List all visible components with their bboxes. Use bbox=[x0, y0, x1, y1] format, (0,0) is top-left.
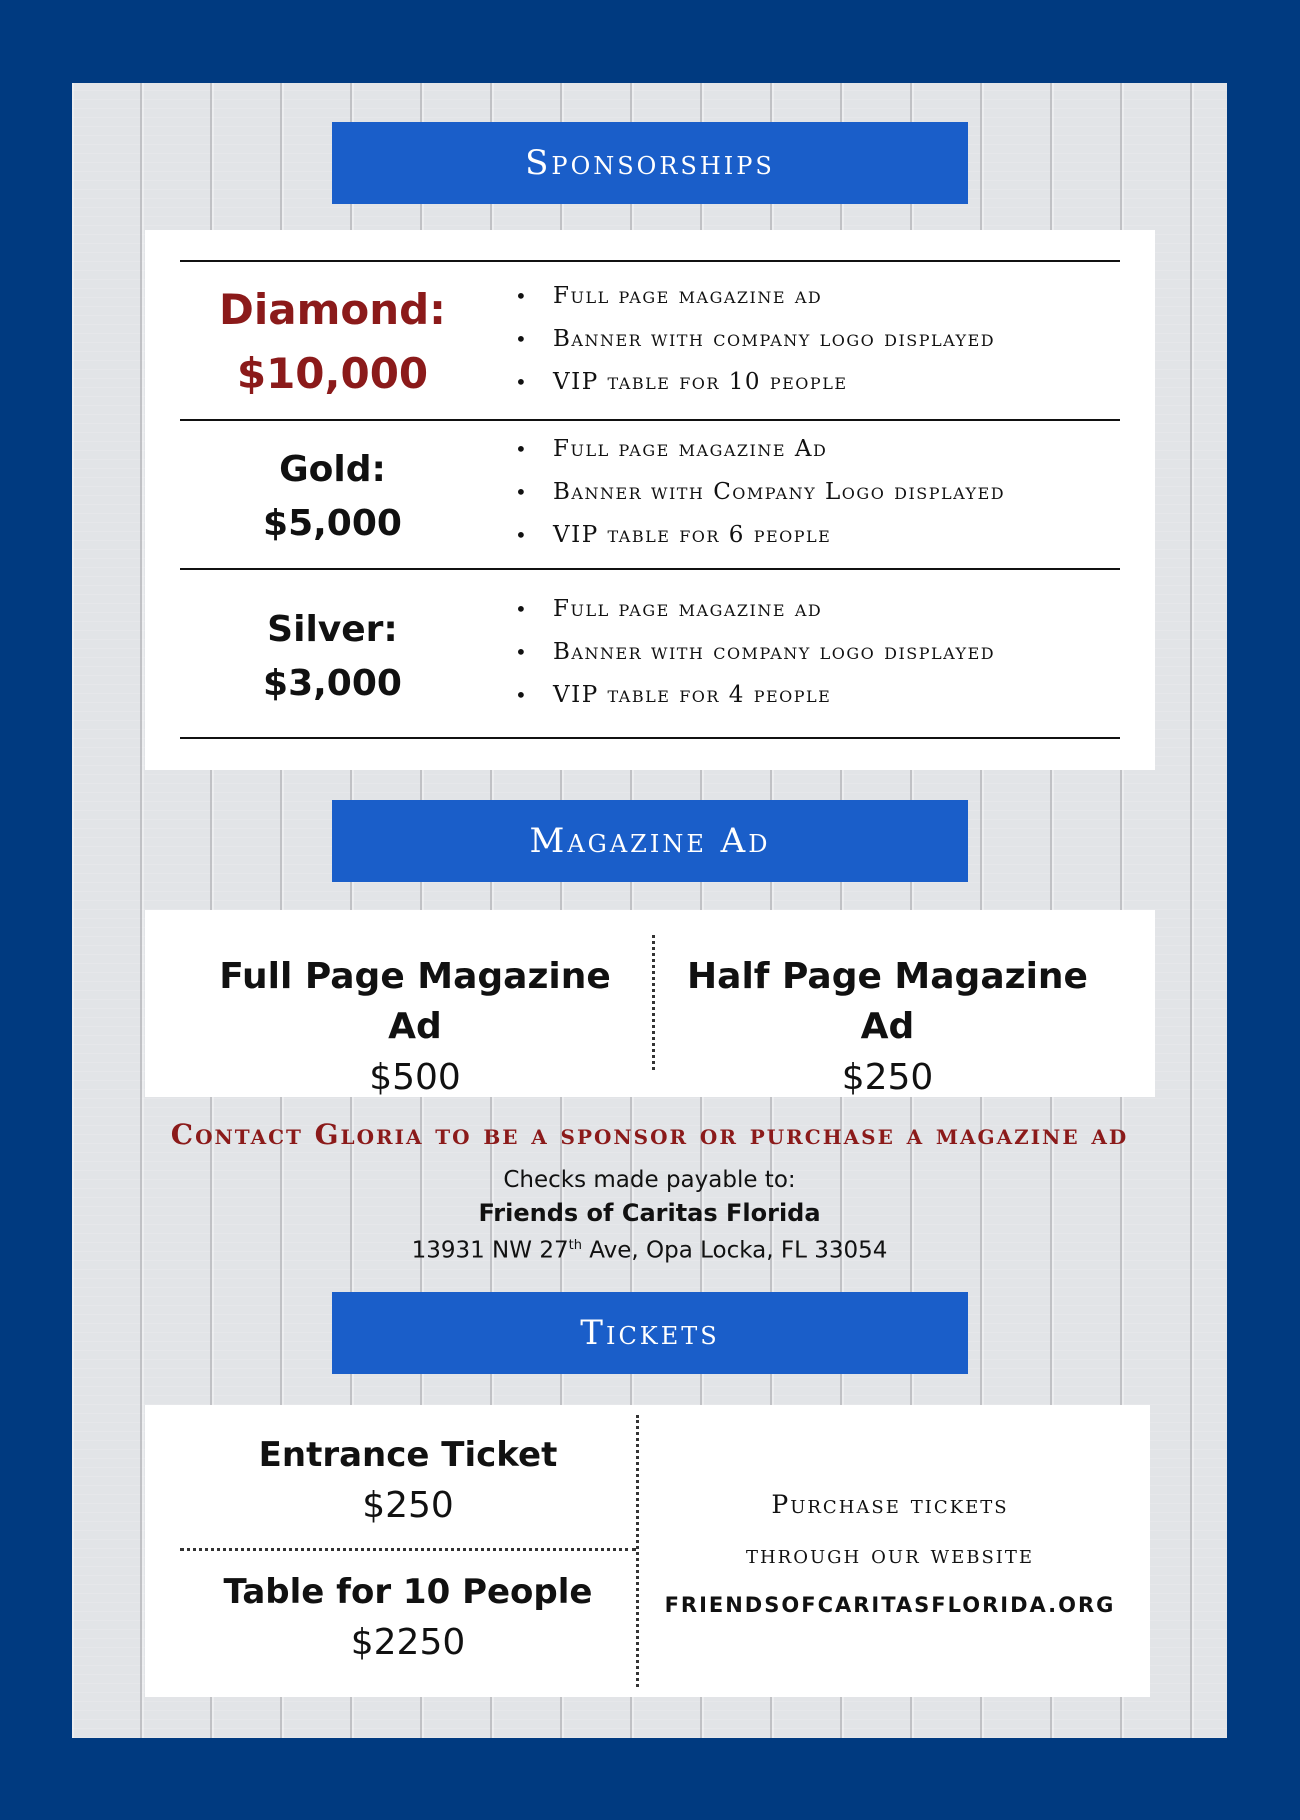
sponsorships-banner bbox=[332, 122, 968, 204]
address-superscript: th bbox=[568, 1238, 582, 1253]
tier-price: $10,000 bbox=[236, 349, 429, 398]
tier-name: Gold: bbox=[279, 449, 386, 490]
tier-price: $5,000 bbox=[263, 503, 402, 544]
purchase-info bbox=[650, 1480, 1130, 1630]
diamond-tier bbox=[180, 278, 485, 406]
entrance-ticket-price: $250 bbox=[362, 1485, 454, 1526]
tickets-banner bbox=[332, 1292, 968, 1374]
silver-features bbox=[515, 588, 995, 717]
feature-item: • Banner with Company Logo displayed bbox=[515, 471, 1005, 514]
divider bbox=[180, 419, 1120, 421]
feature-item: • Full page magazine ad bbox=[515, 588, 995, 631]
vertical-dotted-divider bbox=[636, 1415, 639, 1687]
gold-features bbox=[515, 428, 1005, 557]
contact-heading: Contact Gloria to be a sponsor or purchase a magazine ad bbox=[170, 1118, 1129, 1151]
full-page-ad-price: $500 bbox=[369, 1057, 461, 1098]
checks-payable-text: Checks made payable to: bbox=[503, 1167, 796, 1193]
full-page-ad-label: Full Page Magazine Ad bbox=[219, 956, 611, 1047]
entrance-ticket bbox=[180, 1430, 636, 1532]
divider bbox=[180, 260, 1120, 262]
entrance-ticket-label: Entrance Ticket bbox=[258, 1435, 558, 1475]
organization-name: Friends of Caritas Florida bbox=[478, 1199, 821, 1227]
half-page-ad-price: $250 bbox=[841, 1057, 934, 1098]
feature-item: • Banner with company logo displayed bbox=[515, 318, 995, 361]
purchase-line: Purchase tickets bbox=[771, 1490, 1009, 1519]
feature-item: • VIP table for 4 people bbox=[515, 674, 995, 717]
feature-item: • VIP table for 10 people bbox=[515, 361, 995, 404]
tickets-title: Tickets bbox=[580, 1313, 720, 1353]
address-part: Ave, Opa Locka, FL 33054 bbox=[581, 1237, 888, 1264]
half-page-ad bbox=[665, 952, 1110, 1104]
feature-item: • Full page magazine ad bbox=[515, 275, 995, 318]
address-part: 13931 NW 27 bbox=[411, 1237, 569, 1264]
magazine-banner bbox=[332, 800, 968, 882]
table-ticket bbox=[180, 1567, 636, 1669]
divider bbox=[180, 737, 1120, 739]
feature-item: • Banner with company logo displayed bbox=[515, 631, 995, 674]
half-page-ad-label: Half Page Magazine Ad bbox=[687, 956, 1088, 1047]
table-ticket-price: $2250 bbox=[350, 1622, 466, 1663]
divider bbox=[180, 568, 1120, 570]
magazine-title: Magazine Ad bbox=[529, 821, 771, 861]
vertical-dotted-divider bbox=[652, 935, 655, 1070]
horizontal-dotted-divider bbox=[180, 1548, 636, 1551]
tier-price: $3,000 bbox=[263, 663, 402, 704]
feature-item: • VIP table for 6 people bbox=[515, 514, 1005, 557]
purchase-line: through our website bbox=[745, 1540, 1035, 1569]
sponsorships-title: Sponsorships bbox=[525, 143, 775, 183]
mailing-address bbox=[72, 1230, 1227, 1267]
website-link[interactable]: FRIENDSOFCARITASFLORIDA.ORG bbox=[664, 1593, 1116, 1617]
feature-item: • Full page magazine Ad bbox=[515, 428, 1005, 471]
table-ticket-label: Table for 10 People bbox=[223, 1572, 593, 1612]
diamond-features bbox=[515, 275, 995, 404]
silver-tier bbox=[180, 603, 485, 711]
gold-tier bbox=[180, 443, 485, 551]
tier-name: Diamond: bbox=[219, 285, 446, 334]
tier-name: Silver: bbox=[267, 609, 398, 650]
full-page-ad bbox=[195, 952, 635, 1104]
